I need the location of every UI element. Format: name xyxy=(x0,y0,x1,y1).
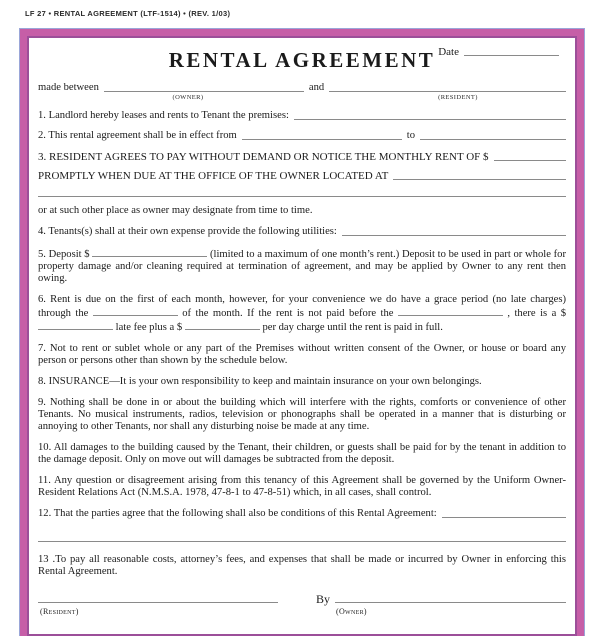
clause-6-s2: of the month. If the rent is not paid before the xyxy=(182,308,394,319)
date-blank-line xyxy=(464,53,559,56)
term-start-blank xyxy=(242,137,402,140)
clause-3-continuation-line xyxy=(38,194,566,199)
conditions-continuation-line xyxy=(38,539,566,544)
clause-1 xyxy=(38,110,566,122)
clause-3-office-text: PROMPTLY WHEN DUE AT THE OFFICE OF THE OWNER LOCATED AT xyxy=(38,170,389,182)
conditions-blank xyxy=(442,515,566,518)
resident-signature-caption: (Resident) xyxy=(40,607,79,616)
clause-11: 11. Any question or disagreement arising from this tenancy of this Agreement shall be governed by the Uniform Owner-Resident Relations Act (N.M.S.A. 1978, 47-8-1 to 47-8-51) which, in all cases, shall control. xyxy=(38,475,566,498)
parties-labels-row xyxy=(38,94,566,102)
office-address-blank xyxy=(393,177,566,180)
owner-signature-caption: (Owner) xyxy=(336,607,367,616)
signature-labels-row xyxy=(38,607,566,617)
clause-2-to: to xyxy=(406,130,416,141)
by-label: By xyxy=(316,592,331,606)
clause-6 xyxy=(38,294,566,334)
late-fee-blank xyxy=(38,320,113,330)
clause-6-s3: , there is a $ xyxy=(507,308,567,319)
parties-row xyxy=(38,82,566,94)
clause-12-text: 12. That the parties agree that the following shall also be conditions of this Rental Agreement: xyxy=(38,508,437,519)
clause-5-pre: 5. Deposit $ xyxy=(38,249,90,260)
clause-8: 8. INSURANCE—It is your own responsibility to keep and maintain insurance on your own belongings. xyxy=(38,376,482,387)
clause-13: 13 .To pay all reasonable costs, attorney’s fees, and expenses that shall be made or incurred by Owner in enforcing this Rental Agreement. xyxy=(38,554,566,577)
form-code-header: LF 27 • RENTAL AGREEMENT (LTF-1514) • (REV. 1/03) xyxy=(25,9,231,18)
clause-3-line2 xyxy=(38,170,566,182)
per-day-charge-blank xyxy=(185,320,260,330)
owner-name-blank xyxy=(104,89,304,92)
conditions-continuation-blank xyxy=(38,539,566,542)
term-end-blank xyxy=(420,137,566,140)
clause-3-rent-text: 3. RESIDENT AGREES TO PAY WITHOUT DEMAND OR NOTICE THE MONTHLY RENT OF $ xyxy=(38,151,489,163)
clause-3-tail: or at such other place as owner may designate from time to time. xyxy=(38,205,313,216)
utilities-blank xyxy=(342,233,566,236)
date-label: Date xyxy=(438,46,459,58)
resident-name-blank xyxy=(329,89,566,92)
clause-4 xyxy=(38,226,566,238)
clause-3-line1 xyxy=(38,151,566,163)
deposit-amount-blank xyxy=(92,247,207,257)
resident-signature-line xyxy=(38,600,278,603)
grace-day-blank xyxy=(93,306,178,316)
clause-7: 7. Not to rent or sublet whole or any part of the Premises without written consent of the Owner, or house or board any person or persons other than shown by the schedule below. xyxy=(38,343,566,366)
resident-caption: (RESIDENT) xyxy=(438,94,478,101)
signature-row xyxy=(38,593,566,605)
premises-blank xyxy=(294,117,566,120)
late-date-blank xyxy=(398,306,503,316)
clause-4-text: 4. Tenants(s) shall at their own expense provide the following utilities: xyxy=(38,226,337,237)
clause-5 xyxy=(38,247,566,285)
clause-1-text: 1. Landlord hereby leases and rents to Tenant the premises: xyxy=(38,110,289,121)
clause-10: 10. All damages to the building caused by the Tenant, their children, or guests shall be paid for by the tenant in addition to the damage deposit. Only on move out will damages be subtracted from the deposit. xyxy=(38,442,566,465)
clause-9: 9. Nothing shall be done in or about the building which will interfere with the rights, comforts or convenience of other Tenants. No musical instruments, radios, television or phonographs shall be operated in a manner that is disturbing or annoying to other Tenants, nor shall any disturbing noise be made at any time. xyxy=(38,397,566,432)
made-between-label: made between xyxy=(38,82,99,93)
clause-6-s5: per day charge until the rent is paid in full. xyxy=(262,322,443,333)
form-title: RENTAL AGREEMENT xyxy=(168,48,436,72)
and-label: and xyxy=(308,82,325,93)
monthly-rent-blank xyxy=(494,158,566,161)
clause-2 xyxy=(38,130,566,142)
rental-agreement-form xyxy=(27,36,577,636)
owner-caption: (OWNER) xyxy=(172,94,204,101)
title-row xyxy=(38,44,566,76)
owner-signature-line xyxy=(335,600,566,603)
clause-6-s1: 6. Rent is due on the first of each month, however, for your convenience we do have a grace period (no late charges) through the xyxy=(38,294,566,319)
clause-12 xyxy=(38,508,566,520)
clause-5-post: (limited to a maximum of one month’s rent.) Deposit to be used in part or whole for property damage and/or cleaning required at termination of agreement, and may be applied by Owner to any rent then owing. xyxy=(38,249,566,284)
clause-2-text: 2. This rental agreement shall be in effect from xyxy=(38,130,237,141)
clause-6-s4: late fee plus a $ xyxy=(115,322,183,333)
date-field xyxy=(438,46,564,58)
address-continuation-blank xyxy=(38,194,566,197)
